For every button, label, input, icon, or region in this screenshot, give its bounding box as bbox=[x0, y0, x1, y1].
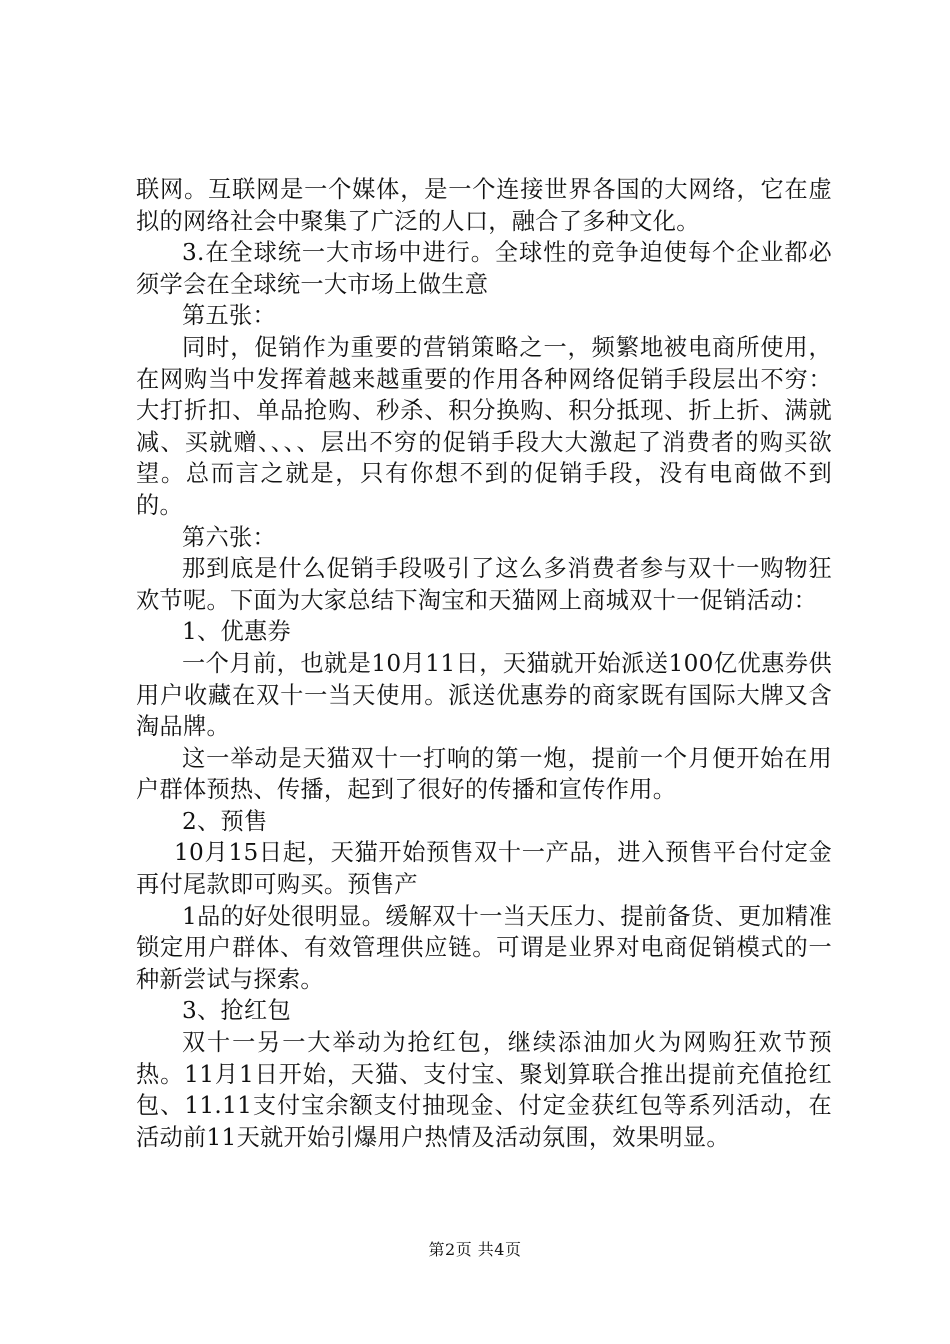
section-heading-slide-6: 第六张： bbox=[182, 523, 276, 551]
paragraph-global-market: 3.在全球统一大市场中进行。全球性的竞争迫使每个企业都必须学会在全球统一大市场上做生意 bbox=[136, 239, 832, 298]
paragraph-promotion-summary: 那到底是什么促销手段吸引了这么多消费者参与双十一购物狂欢节呢。下面为大家总结下淘宝和天猫网上商城双十一促销活动： bbox=[136, 555, 832, 614]
paragraph-intro-continuation: 联网。互联网是一个媒体，是一个连接世界各国的大网络，它在虚拟的网络社会中聚集了广泛的人口，融合了多种文化。 bbox=[136, 176, 832, 235]
paragraph-presale-benefits: 1品的好处很明显。缓解双十一当天压力、提前备货、更加精准锁定用户群体、有效管理供应链。可谓是业界对电商促销模式的一种新尝试与探索。 bbox=[136, 902, 832, 993]
document-body bbox=[136, 174, 832, 1153]
paragraph-promotion-strategy: 同时，促销作为重要的营销策略之一，频繁地被电商所使用，在网购当中发挥着越来越重要的作用各种网络促销手段层出不穷：大打折扣、单品抢购、秒杀、积分换购、积分抵现、折上折、满就减、买就赠、、、、层出不穷的促销手段大大激起了消费者的购买欲望。总而言之就是，只有你想不到的促销手段，没有电商做不到的。 bbox=[136, 333, 832, 519]
list-heading-coupons: 1、优惠券 bbox=[182, 618, 292, 646]
list-heading-red-envelopes: 3、抢红包 bbox=[182, 997, 292, 1025]
section-heading-slide-5: 第五张： bbox=[182, 302, 276, 330]
paragraph-red-envelopes-detail: 双十一另一大举动为抢红包，继续添油加火为网购狂欢节预热。11月1日开始，天猫、支付宝、聚划算联合推出提前充值抢红包、11.11支付宝余额支付抽现金、付定金获红包等系列活动，在活动前11天就开始引爆用户热情及活动氛围，效果明显。 bbox=[136, 1029, 832, 1151]
paragraph-presale-detail: 10月15日起，天猫开始预售双十一产品，进入预售平台付定金再付尾款即可购买。预售产 bbox=[136, 839, 832, 899]
page-number-footer: 第2页 共4页 bbox=[428, 1240, 522, 1259]
paragraph-coupons-effect: 这一举动是天猫双十一打响的第一炮，提前一个月便开始在用户群体预热、传播，起到了很好的传播和宣传作用。 bbox=[136, 744, 832, 804]
list-heading-presale: 2、预售 bbox=[182, 807, 268, 835]
paragraph-coupons-detail: 一个月前，也就是10月11日，天猫就开始派送100亿优惠券供用户收藏在双十一当天使用。派送优惠券的商家既有国际大牌又含淘品牌。 bbox=[136, 649, 832, 741]
